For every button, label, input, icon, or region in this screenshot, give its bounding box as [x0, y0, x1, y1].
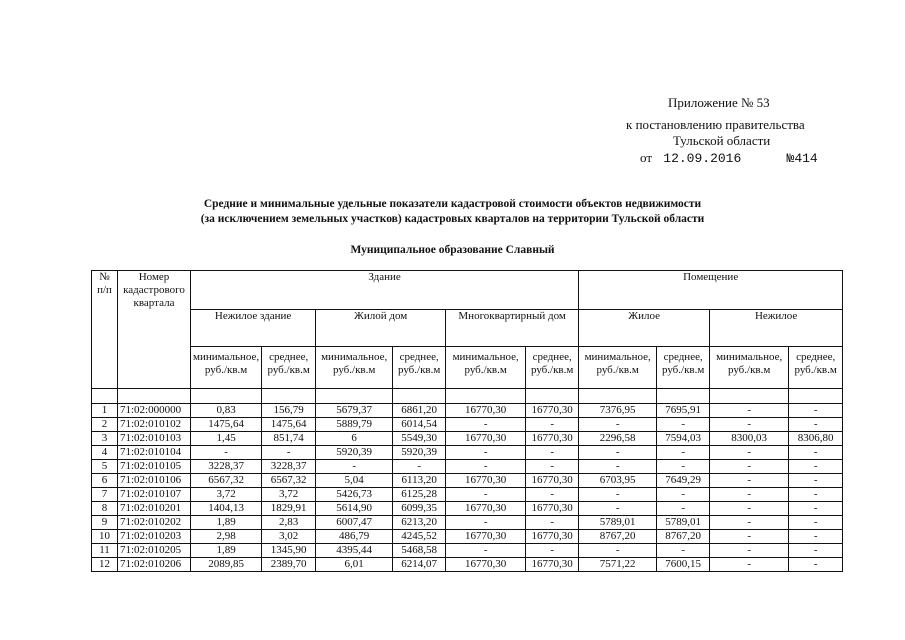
table-row	[92, 558, 843, 572]
quarter-number: 71:02:010106	[118, 474, 191, 488]
value-cell: -	[262, 446, 316, 460]
value-cell: -	[657, 488, 710, 502]
value-cell: -	[191, 446, 262, 460]
value-cell: -	[789, 418, 843, 432]
table-row	[92, 446, 843, 460]
row-number: 3	[92, 432, 118, 446]
quarter-number: 71:02:010201	[118, 502, 191, 516]
value-cell: -	[710, 488, 789, 502]
value-cell: 5426,73	[316, 488, 393, 502]
value-cell: -	[710, 544, 789, 558]
col-header-avg: среднее, руб./кв.м	[657, 347, 710, 389]
value-cell: -	[526, 488, 579, 502]
row-number: 7	[92, 488, 118, 502]
col-header-avg: среднее, руб./кв.м	[262, 347, 316, 389]
value-cell: -	[579, 544, 657, 558]
value-cell: -	[789, 516, 843, 530]
value-cell: 16770,30	[526, 404, 579, 418]
value-cell: 1,89	[191, 516, 262, 530]
value-cell: 1,89	[191, 544, 262, 558]
value-cell: -	[579, 488, 657, 502]
row-number: 12	[92, 558, 118, 572]
value-cell: -	[789, 460, 843, 474]
value-cell: -	[657, 446, 710, 460]
value-cell: 5468,58	[393, 544, 446, 558]
table-row	[92, 460, 843, 474]
value-cell: 3,72	[262, 488, 316, 502]
sub-header-house: Жилой дом	[316, 310, 446, 347]
value-cell: -	[657, 502, 710, 516]
value-cell: 16770,30	[526, 558, 579, 572]
value-cell: 5889,79	[316, 418, 393, 432]
table-row	[92, 516, 843, 530]
group-header-building: Здание	[191, 271, 579, 310]
table-row	[92, 404, 843, 418]
value-cell: -	[789, 404, 843, 418]
resolution-date: 12.09.2016	[663, 151, 742, 166]
cadastral-values-table	[91, 270, 843, 572]
value-cell: -	[710, 502, 789, 516]
value-cell: 4245,52	[393, 530, 446, 544]
row-number: 8	[92, 502, 118, 516]
value-cell: -	[446, 418, 526, 432]
quarter-number: 71:02:010103	[118, 432, 191, 446]
value-cell: -	[710, 404, 789, 418]
row-number: 1	[92, 404, 118, 418]
value-cell: 3228,37	[262, 460, 316, 474]
row-number: 5	[92, 460, 118, 474]
municipality-title: Муниципальное образование Славный	[350, 244, 555, 256]
value-cell: -	[710, 418, 789, 432]
table-row	[92, 418, 843, 432]
row-number: 4	[92, 446, 118, 460]
value-cell: -	[789, 558, 843, 572]
quarter-number: 71:02:010102	[118, 418, 191, 432]
value-cell: 2,83	[262, 516, 316, 530]
value-cell: -	[710, 558, 789, 572]
value-cell: -	[579, 418, 657, 432]
value-cell: 6113,20	[393, 474, 446, 488]
value-cell: 6007,47	[316, 516, 393, 530]
value-cell: -	[446, 488, 526, 502]
value-cell: 6861,20	[393, 404, 446, 418]
document-title-line2: (за исключением земельных участков) кадастровых кварталов на территории Тульской области	[200, 213, 705, 225]
value-cell: 6014,54	[393, 418, 446, 432]
value-cell: -	[446, 516, 526, 530]
value-cell: 6125,28	[393, 488, 446, 502]
quarter-number: 71:02:010104	[118, 446, 191, 460]
value-cell: -	[657, 544, 710, 558]
value-cell: -	[789, 474, 843, 488]
row-number: 2	[92, 418, 118, 432]
value-cell: 1404,13	[191, 502, 262, 516]
value-cell: 7571,22	[579, 558, 657, 572]
value-cell: 7649,29	[657, 474, 710, 488]
value-cell: -	[446, 446, 526, 460]
quarter-number: 71:02:010203	[118, 530, 191, 544]
value-cell: 7594,03	[657, 432, 710, 446]
value-cell: -	[579, 446, 657, 460]
value-cell: -	[657, 418, 710, 432]
value-cell: 6703,95	[579, 474, 657, 488]
quarter-number: 71:02:010206	[118, 558, 191, 572]
col-header-min: минимальное, руб./кв.м	[316, 347, 393, 389]
table-row	[92, 530, 843, 544]
value-cell: -	[657, 460, 710, 474]
value-cell: 4395,44	[316, 544, 393, 558]
value-cell: 8306,80	[789, 432, 843, 446]
value-cell: 6214,07	[393, 558, 446, 572]
value-cell: 16770,30	[446, 404, 526, 418]
value-cell: -	[789, 502, 843, 516]
value-cell: 5789,01	[579, 516, 657, 530]
value-cell: 3228,37	[191, 460, 262, 474]
quarter-number: 71:02:010205	[118, 544, 191, 558]
group-header-premises: Помещение	[579, 271, 843, 310]
value-cell: 16770,30	[526, 502, 579, 516]
value-cell: 6	[316, 432, 393, 446]
table-row	[92, 502, 843, 516]
value-cell: 6,01	[316, 558, 393, 572]
appendix-number: Приложение № 53	[668, 95, 770, 110]
value-cell: -	[710, 516, 789, 530]
value-cell: -	[789, 544, 843, 558]
value-cell: -	[526, 446, 579, 460]
value-cell: 16770,30	[526, 474, 579, 488]
value-cell: 8767,20	[657, 530, 710, 544]
col-header-min: минимальное, руб./кв.м	[191, 347, 262, 389]
value-cell: -	[710, 460, 789, 474]
value-cell: 3,02	[262, 530, 316, 544]
value-cell: -	[789, 488, 843, 502]
value-cell: 5920,39	[316, 446, 393, 460]
table-row	[92, 488, 843, 502]
value-cell: 6567,32	[262, 474, 316, 488]
value-cell: -	[526, 460, 579, 474]
value-cell: 16770,30	[526, 530, 579, 544]
value-cell: 6213,20	[393, 516, 446, 530]
value-cell: 8300,03	[710, 432, 789, 446]
value-cell: 16770,30	[446, 432, 526, 446]
value-cell: 1345,90	[262, 544, 316, 558]
value-cell: 1,45	[191, 432, 262, 446]
appendix-date-line	[640, 150, 818, 167]
value-cell: 2,98	[191, 530, 262, 544]
value-cell: 2089,85	[191, 558, 262, 572]
value-cell: 2296,58	[579, 432, 657, 446]
value-cell: 6567,32	[191, 474, 262, 488]
value-cell: 7376,95	[579, 404, 657, 418]
value-cell: -	[710, 530, 789, 544]
table-row	[92, 432, 843, 446]
value-cell: -	[526, 418, 579, 432]
value-cell: 1475,64	[191, 418, 262, 432]
value-cell: -	[446, 544, 526, 558]
quarter-number: 71:02:000000	[118, 404, 191, 418]
value-cell: 7600,15	[657, 558, 710, 572]
value-cell: 5920,39	[393, 446, 446, 460]
value-cell: 16770,30	[526, 432, 579, 446]
value-cell: 16770,30	[446, 558, 526, 572]
table-row	[92, 474, 843, 488]
document-title-line1: Средние и минимальные удельные показатели кадастровой стоимости объектов недвижимости	[203, 198, 702, 210]
value-cell: -	[789, 530, 843, 544]
value-cell: 16770,30	[446, 502, 526, 516]
col-header-min: минимальное, руб./кв.м	[446, 347, 526, 389]
col-header-min: минимальное, руб./кв.м	[710, 347, 789, 389]
value-cell: 2389,70	[262, 558, 316, 572]
row-number: 6	[92, 474, 118, 488]
value-cell: -	[393, 460, 446, 474]
value-cell: 156,79	[262, 404, 316, 418]
value-cell: 5,04	[316, 474, 393, 488]
value-cell: 851,74	[262, 432, 316, 446]
value-cell: -	[579, 502, 657, 516]
table-row	[92, 544, 843, 558]
value-cell: 16770,30	[446, 474, 526, 488]
value-cell: 7695,91	[657, 404, 710, 418]
value-cell: -	[579, 460, 657, 474]
quarter-number: 71:02:010107	[118, 488, 191, 502]
value-cell: -	[710, 474, 789, 488]
spacer-row	[92, 389, 843, 404]
sub-header-nonres-building: Нежилое здание	[191, 310, 316, 347]
value-cell: -	[316, 460, 393, 474]
value-cell: 1475,64	[262, 418, 316, 432]
value-cell: 5789,01	[657, 516, 710, 530]
col-header-min: минимальное, руб./кв.м	[579, 347, 657, 389]
col-header-avg: среднее, руб./кв.м	[789, 347, 843, 389]
value-cell: -	[446, 460, 526, 474]
value-cell: 0,83	[191, 404, 262, 418]
value-cell: 5549,30	[393, 432, 446, 446]
value-cell: 1829,91	[262, 502, 316, 516]
sub-header-nonres-premises: Нежилое	[710, 310, 843, 347]
value-cell: 16770,30	[446, 530, 526, 544]
from-label: от	[640, 150, 653, 165]
value-cell: -	[789, 446, 843, 460]
value-cell: 6099,35	[393, 502, 446, 516]
value-cell: 3,72	[191, 488, 262, 502]
value-cell: 8767,20	[579, 530, 657, 544]
appendix-resolution: к постановлению правительства	[626, 117, 805, 132]
value-cell: -	[526, 516, 579, 530]
value-cell: 486,79	[316, 530, 393, 544]
row-number: 9	[92, 516, 118, 530]
col-header-number: № п/п	[92, 271, 118, 389]
sub-header-res-premises: Жилое	[579, 310, 710, 347]
value-cell: 5679,37	[316, 404, 393, 418]
appendix-region: Тульской области	[673, 133, 771, 148]
resolution-number: №414	[786, 151, 818, 166]
col-header-quarter: Номер кадастрового квартала	[118, 271, 191, 389]
quarter-number: 71:02:010105	[118, 460, 191, 474]
value-cell: -	[526, 544, 579, 558]
row-number: 11	[92, 544, 118, 558]
sub-header-apartment: Многоквартирный дом	[446, 310, 579, 347]
quarter-number: 71:02:010202	[118, 516, 191, 530]
value-cell: 5614,90	[316, 502, 393, 516]
col-header-avg: среднее, руб./кв.м	[526, 347, 579, 389]
value-cell: -	[710, 446, 789, 460]
col-header-avg: среднее, руб./кв.м	[393, 347, 446, 389]
row-number: 10	[92, 530, 118, 544]
